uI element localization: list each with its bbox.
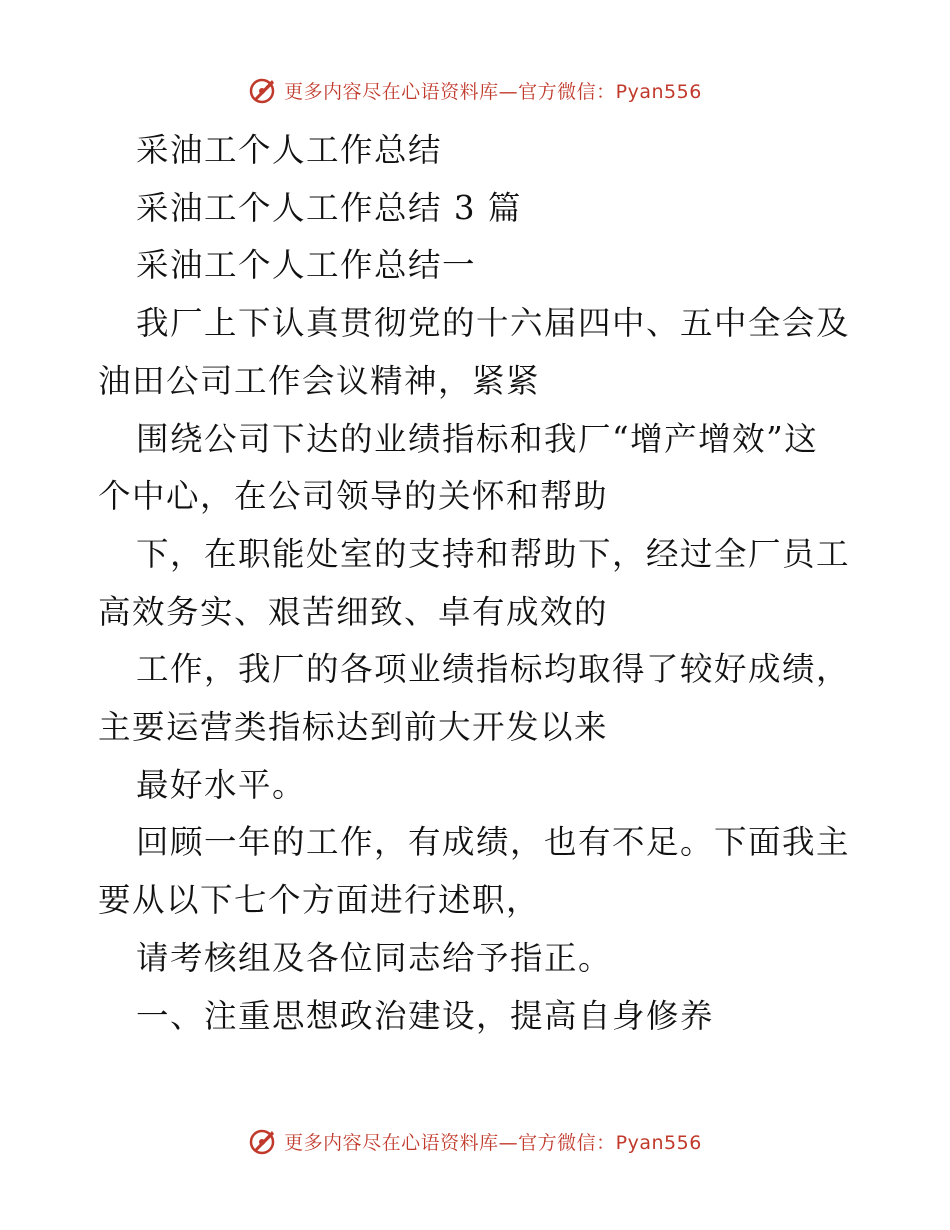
text-line: 回顾一年的工作，有成绩，也有不足。下面我主: [136, 823, 851, 862]
text-line: 采油工个人工作总结: [136, 131, 443, 169]
text-line: 采油工个人工作总结一: [136, 246, 477, 285]
text-line: 要从以下七个方面进行述职，: [98, 881, 541, 920]
header-watermark: [0, 70, 950, 110]
text-line: 我厂上下认真贯彻党的十六届四中、五中全会及: [136, 304, 851, 343]
quill-circle-logo-icon: [248, 75, 278, 105]
text-line: 油田公司工作会议精神，紧紧: [98, 361, 541, 400]
text-line: 工作，我厂的各项业绩指标均取得了较好成绩，: [136, 650, 851, 689]
watermark-text: 更多内容尽在心语资料库—官方微信：Pyan556: [284, 80, 702, 103]
quill-circle-logo-icon: [248, 1126, 278, 1156]
text-line: 请考核组及各位同志给予指正。: [136, 938, 613, 977]
text-line: 高效务实、艰苦细致、卓有成效的: [98, 592, 609, 631]
text-line: 最好水平。: [136, 765, 307, 804]
document-body: [98, 122, 858, 1045]
text-line: 主要运营类指标达到前大开发以来: [98, 708, 609, 747]
footer-watermark: [0, 1121, 950, 1161]
text-line: 采油工个人工作总结 3 篇: [136, 188, 522, 227]
text-line: 下，在职能处室的支持和帮助下，经过全厂员工: [136, 534, 851, 573]
watermark-text: 更多内容尽在心语资料库—官方微信：Pyan556: [284, 1131, 702, 1154]
text-line: 个中心，在公司领导的关怀和帮助: [98, 477, 609, 516]
text-line: 一、注重思想政治建设，提高自身修养: [136, 996, 715, 1035]
text-line: 围绕公司下达的业绩指标和我厂“增产增效”这: [136, 419, 819, 458]
